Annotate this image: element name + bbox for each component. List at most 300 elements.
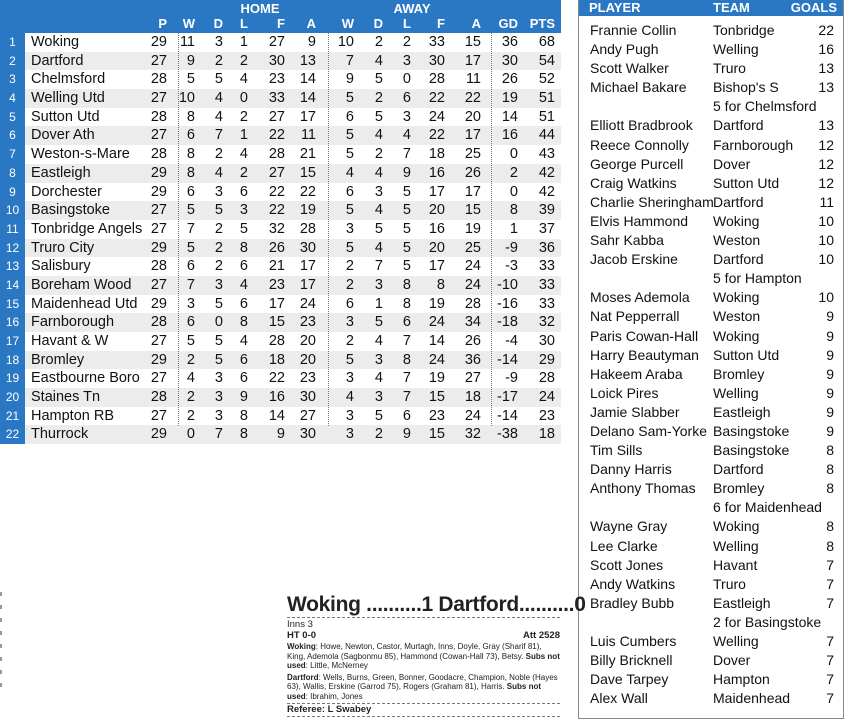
cell-away-w: 5: [345, 202, 354, 219]
cell-home-f: 28: [268, 333, 285, 349]
col-header-home-d: D: [213, 16, 223, 31]
goal-count: 22: [818, 22, 834, 38]
cell-home-w: 2: [186, 389, 195, 406]
position: 2: [0, 52, 25, 71]
cell-away-d: 4: [374, 202, 383, 219]
table-row: [0, 183, 561, 202]
cell-away-a: 20: [464, 108, 481, 125]
table-row: [0, 332, 561, 351]
cell-pts: 29: [538, 351, 555, 368]
cell-away-a: 36: [464, 351, 481, 368]
cell-home-l: 2: [239, 164, 248, 181]
cell-home-a: 24: [299, 295, 316, 312]
player-name: Bradley Bubb: [590, 594, 675, 611]
cell-home-f: 15: [268, 314, 285, 331]
cell-p: 29: [150, 239, 167, 256]
cell-away-f: 33: [428, 34, 445, 50]
cell-away-d: 5: [374, 314, 383, 331]
cell-away-w: 5: [345, 146, 354, 163]
cell-home-w: 3: [186, 295, 195, 312]
goal-count: 7: [826, 652, 834, 669]
cell-away-l: 5: [402, 220, 411, 237]
cell-home-d: 7: [214, 127, 223, 144]
cell-home-a: 30: [299, 389, 316, 406]
goal-count: 7: [826, 575, 834, 592]
player-name: George Purcell: [590, 155, 684, 172]
cell-away-a: 22: [464, 90, 481, 107]
cell-away-d: 3: [374, 389, 383, 406]
cell-p: 29: [150, 34, 167, 50]
goal-count: 13: [818, 79, 834, 96]
cell-home-a: 23: [299, 370, 316, 387]
woking-subs: : Little, McNerney: [305, 661, 368, 670]
cell-away-a: 26: [464, 164, 481, 181]
team-name: Woking: [31, 34, 80, 50]
cell-away-w: 3: [345, 407, 354, 424]
scorer-team: Welling: [713, 633, 759, 649]
cell-gd: -14: [497, 407, 518, 424]
cell-away-a: 25: [464, 146, 481, 163]
player-name: Delano Sam-Yorke: [590, 422, 707, 439]
table-row: [0, 89, 561, 108]
scorer-team: Basingstoke: [713, 422, 790, 439]
scorer-row: [579, 21, 843, 40]
scorers-header: [579, 0, 843, 16]
cell-home-l: 9: [239, 389, 248, 406]
cell-home-d: 4: [214, 90, 223, 107]
scorer-team: 2 for Basingstoke: [713, 613, 822, 630]
team-name: Chelmsford: [31, 71, 106, 88]
player-name: Michael Bakare: [590, 79, 687, 96]
cell-home-d: 5: [214, 295, 223, 312]
table-row: [0, 145, 561, 164]
cell-p: 29: [150, 295, 167, 312]
cell-away-w: 5: [345, 127, 354, 144]
cell-pts: 42: [538, 164, 555, 181]
cell-away-w: 2: [345, 276, 354, 293]
cell-gd: -17: [497, 389, 518, 406]
cell-gd: 1: [509, 220, 518, 237]
cell-away-a: 18: [464, 389, 481, 406]
col-header-away-l: L: [403, 16, 411, 31]
cell-away-d: 4: [374, 127, 383, 144]
cell-away-l: 6: [402, 314, 411, 331]
cell-home-a: 20: [299, 351, 316, 368]
cell-away-l: 2: [402, 34, 411, 50]
cell-home-l: 6: [239, 258, 248, 275]
player-name: Billy Bricknell: [590, 652, 673, 669]
cell-away-f: 23: [428, 407, 445, 424]
cell-home-l: 2: [239, 108, 248, 125]
team-name: Farnborough: [31, 314, 115, 331]
cell-away-f: 19: [428, 370, 445, 387]
cell-away-f: 28: [428, 71, 445, 88]
cell-away-d: 4: [374, 333, 383, 349]
scorer-team: Basingstoke: [713, 442, 790, 459]
cell-home-w: 2: [186, 407, 195, 424]
cell-away-w: 2: [345, 258, 354, 275]
cell-away-f: 24: [428, 314, 445, 331]
goal-count: 16: [818, 41, 834, 58]
position: 22: [0, 425, 25, 444]
scorer-team: Farnborough: [713, 136, 794, 153]
cell-home-l: 4: [239, 333, 248, 349]
cell-p: 27: [150, 52, 167, 69]
cell-away-f: 30: [428, 52, 445, 69]
cell-home-f: 22: [268, 370, 285, 387]
cell-pts: 39: [538, 202, 555, 219]
scorer-row: [579, 193, 843, 212]
cell-away-f: 19: [428, 295, 445, 312]
scorer-team: Sutton Utd: [713, 346, 780, 363]
player-name: Harry Beautyman: [590, 346, 699, 363]
cell-home-f: 28: [268, 146, 285, 163]
team-name: Tonbridge Angels: [31, 220, 143, 237]
cell-home-a: 17: [299, 258, 316, 275]
player-name: Loick Pires: [590, 384, 659, 401]
cell-home-d: 4: [214, 164, 223, 181]
cell-gd: -18: [497, 314, 518, 331]
scorer-row: [579, 613, 843, 632]
cell-p: 29: [150, 164, 167, 181]
cell-away-l: 9: [402, 426, 411, 443]
cell-home-w: 6: [186, 314, 195, 331]
cell-home-f: 17: [268, 295, 285, 312]
table-row: [0, 108, 561, 127]
col-header-away-w: W: [341, 16, 354, 31]
team-name: Havant & W: [31, 333, 109, 349]
goal-count: 8: [826, 442, 834, 459]
team-name: Sutton Utd: [31, 108, 100, 125]
cell-away-d: 4: [374, 239, 383, 256]
goal-count: 9: [826, 346, 834, 363]
cell-away-d: 1: [374, 295, 383, 312]
scorer-team: 5 for Hampton: [713, 270, 802, 287]
cell-home-w: 5: [186, 202, 195, 219]
cell-home-l: 6: [239, 351, 248, 368]
scorer-team: Welling: [713, 41, 759, 58]
goal-count: 9: [826, 403, 834, 420]
goal-count: 10: [818, 251, 834, 268]
cell-away-f: 17: [428, 183, 445, 200]
position: 3: [0, 70, 25, 89]
player-header: PLAYER: [589, 0, 641, 15]
cell-home-f: 26: [268, 239, 285, 256]
scorer-team: Truro: [713, 575, 746, 592]
scorer-row: [579, 575, 843, 594]
goal-count: 9: [826, 422, 834, 439]
report-rule: [287, 617, 560, 618]
team-name: Eastbourne Boro: [31, 370, 140, 387]
scorer-row: [579, 537, 843, 556]
woking-label: Woking: [287, 642, 316, 651]
cell-home-a: 14: [299, 71, 316, 88]
cell-gd: 19: [501, 90, 518, 107]
position: 10: [0, 201, 25, 220]
scorer-row: [579, 231, 843, 250]
scorer-team: Woking: [713, 289, 760, 306]
cell-away-l: 5: [402, 258, 411, 275]
cell-away-f: 17: [428, 258, 445, 275]
cell-away-l: 5: [402, 183, 411, 200]
scorer-team: Dartford: [713, 461, 764, 478]
cell-p: 27: [150, 220, 167, 237]
team-name: Basingstoke: [31, 202, 110, 219]
cell-away-d: 4: [374, 370, 383, 387]
cell-home-f: 33: [268, 90, 285, 107]
scorer-row: [579, 670, 843, 689]
scorer-row: [579, 365, 843, 384]
cell-home-f: 27: [268, 34, 285, 50]
position: 12: [0, 239, 25, 258]
col-header-home-w: W: [182, 16, 195, 31]
table-row: [0, 126, 561, 145]
cell-away-l: 4: [402, 127, 411, 144]
team-name: Staines Tn: [31, 389, 101, 406]
col-header-away-a: A: [471, 16, 481, 31]
scorer-row: [579, 441, 843, 460]
cell-home-a: 27: [299, 407, 316, 424]
scorer-row: [579, 78, 843, 97]
scorer-team: Dartford: [713, 193, 764, 210]
cell-home-f: 30: [268, 52, 285, 69]
player-name: Jacob Erskine: [590, 251, 678, 268]
cell-home-a: 30: [299, 239, 316, 256]
cell-home-f: 18: [268, 351, 285, 368]
cell-home-d: 3: [214, 389, 223, 406]
col-header-home-f: F: [277, 16, 285, 31]
cell-home-a: 11: [300, 127, 316, 144]
cell-away-l: 8: [402, 276, 411, 293]
away-divider: [328, 33, 329, 426]
table-row: [0, 164, 561, 183]
cell-pts: 33: [538, 258, 555, 275]
cell-p: 29: [150, 426, 167, 443]
cell-away-w: 5: [345, 239, 354, 256]
cell-away-a: 24: [464, 407, 481, 424]
cell-pts: 51: [538, 90, 555, 107]
scorers-list: [579, 21, 843, 708]
cell-away-w: 6: [345, 108, 354, 125]
scorer-team: Woking: [713, 212, 760, 229]
cell-home-a: 19: [299, 202, 316, 219]
cell-away-l: 3: [402, 52, 411, 69]
cell-pts: 28: [538, 370, 555, 387]
dartford-subs-label: Subs not used: [287, 682, 541, 701]
cell-home-d: 5: [214, 71, 223, 88]
col-header-home-l: L: [240, 16, 248, 31]
col-header-p: P: [158, 16, 167, 31]
cell-p: 28: [150, 71, 167, 88]
goal-count: 12: [818, 155, 834, 172]
col-header-pts: PTS: [529, 16, 555, 31]
cell-pts: 24: [538, 389, 555, 406]
cell-home-w: 4: [186, 370, 195, 387]
cell-away-a: 19: [464, 220, 481, 237]
cell-home-w: 7: [186, 276, 195, 293]
scorer-row: [579, 689, 843, 708]
table-row: [0, 276, 561, 295]
cell-away-l: 9: [402, 164, 411, 181]
cell-p: 27: [150, 333, 167, 349]
cell-away-a: 15: [464, 34, 481, 50]
woking-players: : Howe, Newton, Castor, Murtagh, Inns, Doyle, Gray (Sharif 81), King, Ademola (Sagbonmu 85), Hammond (Cowan-Hall 73), Betsy.: [287, 642, 542, 661]
player-name: Frannie Collin: [590, 22, 677, 38]
cell-away-w: 4: [345, 389, 354, 406]
scorer-row: [579, 403, 843, 422]
cell-home-l: 8: [239, 407, 248, 424]
player-name: Scott Walker: [590, 60, 669, 77]
scorer-row: [579, 59, 843, 78]
cell-away-l: 0: [402, 71, 411, 88]
dartford-subs: : Ibrahim, Jones: [305, 691, 363, 701]
cell-home-l: 2: [239, 52, 248, 69]
cell-home-d: 0: [214, 314, 223, 331]
cell-away-f: 15: [428, 426, 445, 443]
player-name: Craig Watkins: [590, 174, 677, 191]
cell-pts: 54: [538, 52, 555, 69]
cell-away-f: 8: [436, 276, 445, 293]
cell-away-l: 7: [402, 333, 411, 349]
col-header-home-a: A: [306, 16, 316, 31]
position: 9: [0, 183, 25, 202]
scorer-row: [579, 288, 843, 307]
cell-home-a: 17: [299, 276, 316, 293]
player-name: Danny Harris: [590, 461, 672, 478]
cell-gd: -14: [497, 351, 518, 368]
cell-home-a: 28: [299, 220, 316, 237]
cell-away-a: 34: [464, 314, 481, 331]
scorer-team: Woking: [713, 327, 760, 344]
player-name: Wayne Gray: [590, 518, 668, 535]
cell-gd: -3: [505, 258, 518, 275]
cell-away-f: 22: [428, 127, 445, 144]
cell-away-f: 22: [428, 90, 445, 107]
cell-gd: 0: [509, 146, 518, 163]
team-name: Salisbury: [31, 258, 91, 275]
cell-away-d: 2: [374, 90, 383, 107]
cell-home-d: 2: [214, 220, 223, 237]
scorer-team: Dover: [713, 652, 751, 669]
cell-home-l: 0: [239, 90, 248, 107]
cell-pts: 32: [538, 314, 555, 331]
player-name: Jamie Slabber: [590, 403, 680, 420]
cell-gd: -10: [497, 276, 518, 293]
cell-away-d: 5: [374, 108, 383, 125]
scorer-row: [579, 97, 843, 116]
cell-home-d: 7: [214, 426, 223, 443]
scorer-team: Welling: [713, 384, 759, 401]
home-group-label: HOME: [240, 1, 280, 16]
cell-p: 29: [150, 351, 167, 368]
scorer-team: Bromley: [713, 480, 765, 497]
cell-home-l: 4: [239, 71, 248, 88]
cell-gd: -16: [497, 295, 518, 312]
cell-home-d: 2: [214, 239, 223, 256]
player-name: Tim Sills: [590, 442, 643, 459]
scorer-row: [579, 212, 843, 231]
cell-home-f: 27: [268, 164, 285, 181]
cell-away-a: 15: [464, 202, 481, 219]
goal-count: 7: [826, 633, 834, 649]
cell-p: 29: [150, 183, 167, 200]
position: 1: [0, 33, 25, 52]
goal-count: 8: [826, 461, 834, 478]
cell-home-l: 8: [239, 426, 248, 443]
cell-home-a: 15: [299, 164, 316, 181]
cell-p: 27: [150, 407, 167, 424]
cell-pts: 33: [538, 276, 555, 293]
cell-away-l: 5: [402, 202, 411, 219]
cell-away-f: 24: [428, 108, 445, 125]
goals-header: GOALS: [790, 0, 837, 15]
cell-home-d: 3: [214, 370, 223, 387]
goal-count: 10: [818, 212, 834, 229]
goal-count: 7: [826, 594, 834, 611]
team-name: Hampton RB: [31, 407, 115, 424]
scorer-row: [579, 498, 843, 517]
cell-away-d: 5: [374, 220, 383, 237]
player-name: Andy Watkins: [590, 575, 676, 592]
col-header-gd: GD: [498, 16, 518, 31]
cell-home-l: 5: [239, 220, 248, 237]
team-name: Weston-s-Mare: [31, 146, 130, 163]
position: 13: [0, 257, 25, 276]
cell-away-d: 5: [374, 71, 383, 88]
cell-p: 28: [150, 108, 167, 125]
cell-pts: 43: [538, 146, 555, 163]
cell-home-w: 2: [186, 351, 195, 368]
scorer-team: Bromley: [713, 365, 765, 382]
team-name: Dorchester: [31, 183, 102, 200]
cell-away-a: 17: [464, 52, 481, 69]
cell-home-w: 0: [186, 426, 195, 443]
team-name: Eastleigh: [31, 164, 91, 181]
table-row: [0, 52, 561, 71]
cell-home-f: 14: [268, 407, 285, 424]
goal-count: 10: [818, 232, 834, 249]
goal-count: 12: [818, 174, 834, 191]
cell-home-d: 4: [214, 108, 223, 125]
position: 7: [0, 145, 25, 164]
cell-away-f: 20: [428, 239, 445, 256]
scorer-row: [579, 632, 843, 651]
team-header: TEAM: [713, 0, 750, 15]
team-name: Bromley: [31, 351, 85, 368]
player-name: Sahr Kabba: [590, 232, 664, 249]
team-name: Maidenhead Utd: [31, 295, 138, 312]
position: 16: [0, 313, 25, 332]
scorer-row: [579, 384, 843, 403]
halftime-line: [287, 630, 560, 641]
scorer-team: Weston: [713, 232, 761, 249]
goal-count: 13: [818, 117, 834, 134]
away-group-label: AWAY: [393, 1, 431, 16]
scorer-team: Truro: [713, 60, 746, 77]
goal-count: 9: [826, 365, 834, 382]
cell-home-l: 4: [239, 276, 248, 293]
cell-gd: -4: [505, 333, 518, 349]
table-row: [0, 220, 561, 239]
scorer-team: Dover: [713, 155, 751, 172]
cell-gd: -9: [505, 239, 518, 256]
team-name: Dover Ath: [31, 127, 95, 144]
cell-gd: 30: [501, 52, 518, 69]
cell-home-a: 30: [299, 426, 316, 443]
cell-home-a: 22: [299, 183, 316, 200]
player-name: Luis Cumbers: [590, 633, 677, 649]
halftime-score: HT 0-0: [287, 630, 317, 641]
